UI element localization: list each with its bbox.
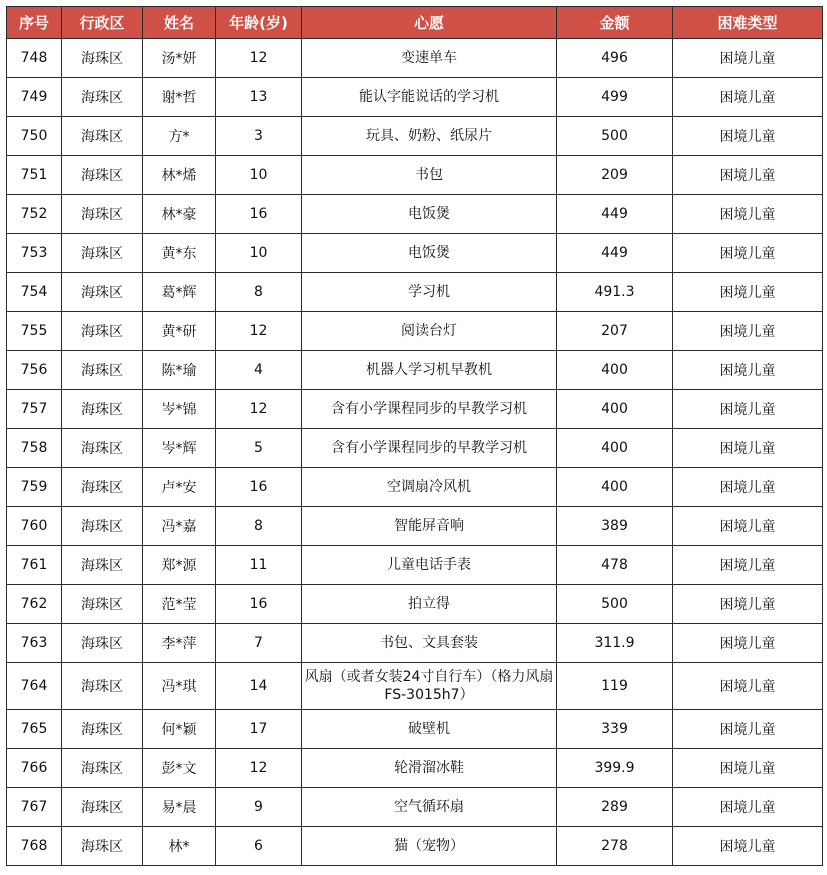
cell-amount: 491.3 <box>557 273 673 312</box>
cell-amount: 400 <box>557 351 673 390</box>
cell-name: 何*颖 <box>143 710 216 749</box>
cell-district: 海珠区 <box>62 390 143 429</box>
cell-age: 11 <box>216 546 302 585</box>
cell-number: 767 <box>7 788 62 827</box>
cell-hardship-type: 困境儿童 <box>673 710 823 749</box>
table-row <box>7 827 823 866</box>
cell-wish: 玩具、奶粉、纸尿片 <box>302 117 557 156</box>
table-row <box>7 273 823 312</box>
cell-name: 范*莹 <box>143 585 216 624</box>
cell-wish: 电饭煲 <box>302 234 557 273</box>
cell-amount: 500 <box>557 585 673 624</box>
cell-name: 黄*研 <box>143 312 216 351</box>
cell-amount: 500 <box>557 117 673 156</box>
cell-number: 760 <box>7 507 62 546</box>
cell-hardship-type: 困境儿童 <box>673 39 823 78</box>
cell-hardship-type: 困境儿童 <box>673 351 823 390</box>
cell-district: 海珠区 <box>62 429 143 468</box>
cell-number: 750 <box>7 117 62 156</box>
cell-name: 冯*琪 <box>143 663 216 710</box>
cell-amount: 207 <box>557 312 673 351</box>
cell-number: 757 <box>7 390 62 429</box>
cell-hardship-type: 困境儿童 <box>673 749 823 788</box>
cell-number: 758 <box>7 429 62 468</box>
cell-amount: 499 <box>557 78 673 117</box>
cell-district: 海珠区 <box>62 468 143 507</box>
table-row <box>7 429 823 468</box>
cell-amount: 209 <box>557 156 673 195</box>
cell-name: 岑*辉 <box>143 429 216 468</box>
cell-amount: 449 <box>557 234 673 273</box>
table-row <box>7 507 823 546</box>
cell-hardship-type: 困境儿童 <box>673 827 823 866</box>
cell-number: 763 <box>7 624 62 663</box>
cell-wish: 电饭煲 <box>302 195 557 234</box>
cell-wish: 书包、文具套装 <box>302 624 557 663</box>
cell-amount: 400 <box>557 468 673 507</box>
cell-amount: 449 <box>557 195 673 234</box>
cell-name: 林*烯 <box>143 156 216 195</box>
cell-district: 海珠区 <box>62 546 143 585</box>
cell-amount: 339 <box>557 710 673 749</box>
table-body <box>7 39 823 866</box>
cell-number: 761 <box>7 546 62 585</box>
cell-hardship-type: 困境儿童 <box>673 78 823 117</box>
column-header-amount: 金额 <box>557 7 673 39</box>
cell-number: 766 <box>7 749 62 788</box>
cell-wish: 变速单车 <box>302 39 557 78</box>
cell-amount: 311.9 <box>557 624 673 663</box>
cell-number: 748 <box>7 39 62 78</box>
cell-name: 陈*瑜 <box>143 351 216 390</box>
cell-age: 10 <box>216 234 302 273</box>
cell-hardship-type: 困境儿童 <box>673 234 823 273</box>
column-header-wish: 心愿 <box>302 7 557 39</box>
cell-age: 6 <box>216 827 302 866</box>
cell-age: 10 <box>216 156 302 195</box>
table-row <box>7 390 823 429</box>
table-row <box>7 749 823 788</box>
cell-wish: 机器人学习机早教机 <box>302 351 557 390</box>
cell-hardship-type: 困境儿童 <box>673 788 823 827</box>
cell-hardship-type: 困境儿童 <box>673 117 823 156</box>
table-row <box>7 234 823 273</box>
cell-amount: 278 <box>557 827 673 866</box>
cell-number: 753 <box>7 234 62 273</box>
cell-name: 彭*文 <box>143 749 216 788</box>
cell-age: 5 <box>216 429 302 468</box>
cell-hardship-type: 困境儿童 <box>673 273 823 312</box>
cell-name: 李*萍 <box>143 624 216 663</box>
cell-amount: 496 <box>557 39 673 78</box>
cell-district: 海珠区 <box>62 624 143 663</box>
cell-number: 755 <box>7 312 62 351</box>
wish-list-table <box>6 6 823 866</box>
table-row <box>7 117 823 156</box>
cell-amount: 389 <box>557 507 673 546</box>
cell-age: 12 <box>216 390 302 429</box>
cell-hardship-type: 困境儿童 <box>673 585 823 624</box>
cell-age: 12 <box>216 39 302 78</box>
cell-district: 海珠区 <box>62 117 143 156</box>
table-row <box>7 312 823 351</box>
table-row <box>7 788 823 827</box>
cell-amount: 400 <box>557 429 673 468</box>
cell-amount: 289 <box>557 788 673 827</box>
cell-number: 764 <box>7 663 62 710</box>
cell-age: 12 <box>216 749 302 788</box>
cell-name: 黄*东 <box>143 234 216 273</box>
cell-hardship-type: 困境儿童 <box>673 507 823 546</box>
cell-age: 4 <box>216 351 302 390</box>
table-row <box>7 39 823 78</box>
cell-district: 海珠区 <box>62 585 143 624</box>
table-row <box>7 78 823 117</box>
cell-hardship-type: 困境儿童 <box>673 624 823 663</box>
cell-age: 9 <box>216 788 302 827</box>
cell-number: 752 <box>7 195 62 234</box>
cell-age: 8 <box>216 507 302 546</box>
cell-number: 754 <box>7 273 62 312</box>
cell-amount: 478 <box>557 546 673 585</box>
cell-age: 7 <box>216 624 302 663</box>
cell-hardship-type: 困境儿童 <box>673 156 823 195</box>
cell-number: 749 <box>7 78 62 117</box>
cell-wish: 儿童电话手表 <box>302 546 557 585</box>
cell-wish: 含有小学课程同步的早教学习机 <box>302 429 557 468</box>
column-header-hardship-type: 困难类型 <box>673 7 823 39</box>
cell-wish: 空调扇冷风机 <box>302 468 557 507</box>
cell-wish: 能认字能说话的学习机 <box>302 78 557 117</box>
cell-age: 17 <box>216 710 302 749</box>
cell-age: 12 <box>216 312 302 351</box>
cell-name: 谢*哲 <box>143 78 216 117</box>
cell-name: 汤*妍 <box>143 39 216 78</box>
cell-name: 林*豪 <box>143 195 216 234</box>
cell-wish: 含有小学课程同步的早教学习机 <box>302 390 557 429</box>
cell-wish: 学习机 <box>302 273 557 312</box>
cell-wish: 轮滑溜冰鞋 <box>302 749 557 788</box>
cell-age: 16 <box>216 585 302 624</box>
cell-wish: 阅读台灯 <box>302 312 557 351</box>
table-row <box>7 624 823 663</box>
cell-district: 海珠区 <box>62 156 143 195</box>
cell-hardship-type: 困境儿童 <box>673 195 823 234</box>
cell-district: 海珠区 <box>62 39 143 78</box>
cell-district: 海珠区 <box>62 273 143 312</box>
cell-district: 海珠区 <box>62 827 143 866</box>
cell-amount: 119 <box>557 663 673 710</box>
cell-age: 16 <box>216 195 302 234</box>
cell-hardship-type: 困境儿童 <box>673 663 823 710</box>
table-row <box>7 710 823 749</box>
cell-district: 海珠区 <box>62 312 143 351</box>
cell-district: 海珠区 <box>62 507 143 546</box>
cell-age: 8 <box>216 273 302 312</box>
cell-wish: 书包 <box>302 156 557 195</box>
cell-number: 756 <box>7 351 62 390</box>
cell-wish: 智能屏音响 <box>302 507 557 546</box>
cell-name: 葛*辉 <box>143 273 216 312</box>
cell-district: 海珠区 <box>62 234 143 273</box>
cell-name: 易*晨 <box>143 788 216 827</box>
cell-number: 751 <box>7 156 62 195</box>
cell-amount: 399.9 <box>557 749 673 788</box>
cell-hardship-type: 困境儿童 <box>673 390 823 429</box>
header-row <box>7 7 823 39</box>
cell-wish: 猫（宠物） <box>302 827 557 866</box>
cell-name: 林* <box>143 827 216 866</box>
cell-age: 3 <box>216 117 302 156</box>
table-row <box>7 195 823 234</box>
cell-name: 方* <box>143 117 216 156</box>
table-row <box>7 663 823 710</box>
cell-number: 768 <box>7 827 62 866</box>
cell-district: 海珠区 <box>62 78 143 117</box>
cell-district: 海珠区 <box>62 351 143 390</box>
column-header-district: 行政区 <box>62 7 143 39</box>
cell-age: 14 <box>216 663 302 710</box>
cell-name: 冯*嘉 <box>143 507 216 546</box>
cell-district: 海珠区 <box>62 663 143 710</box>
cell-age: 13 <box>216 78 302 117</box>
cell-district: 海珠区 <box>62 788 143 827</box>
cell-hardship-type: 困境儿童 <box>673 429 823 468</box>
column-header-name: 姓名 <box>143 7 216 39</box>
cell-wish: 拍立得 <box>302 585 557 624</box>
cell-name: 郑*源 <box>143 546 216 585</box>
cell-number: 765 <box>7 710 62 749</box>
table-row <box>7 585 823 624</box>
cell-age: 16 <box>216 468 302 507</box>
cell-hardship-type: 困境儿童 <box>673 312 823 351</box>
cell-hardship-type: 困境儿童 <box>673 468 823 507</box>
column-header-age: 年龄(岁) <box>216 7 302 39</box>
cell-district: 海珠区 <box>62 710 143 749</box>
cell-wish: 风扇（或者女装24寸自行车）（格力风扇 FS-3015h7） <box>302 663 557 710</box>
table-row <box>7 351 823 390</box>
cell-wish: 破壁机 <box>302 710 557 749</box>
cell-wish: 空气循环扇 <box>302 788 557 827</box>
cell-name: 卢*安 <box>143 468 216 507</box>
cell-hardship-type: 困境儿童 <box>673 546 823 585</box>
cell-district: 海珠区 <box>62 195 143 234</box>
table-row <box>7 546 823 585</box>
cell-district: 海珠区 <box>62 749 143 788</box>
cell-number: 762 <box>7 585 62 624</box>
table-row <box>7 156 823 195</box>
table-row <box>7 468 823 507</box>
cell-number: 759 <box>7 468 62 507</box>
column-header-number: 序号 <box>7 7 62 39</box>
cell-name: 岑*锦 <box>143 390 216 429</box>
cell-amount: 400 <box>557 390 673 429</box>
